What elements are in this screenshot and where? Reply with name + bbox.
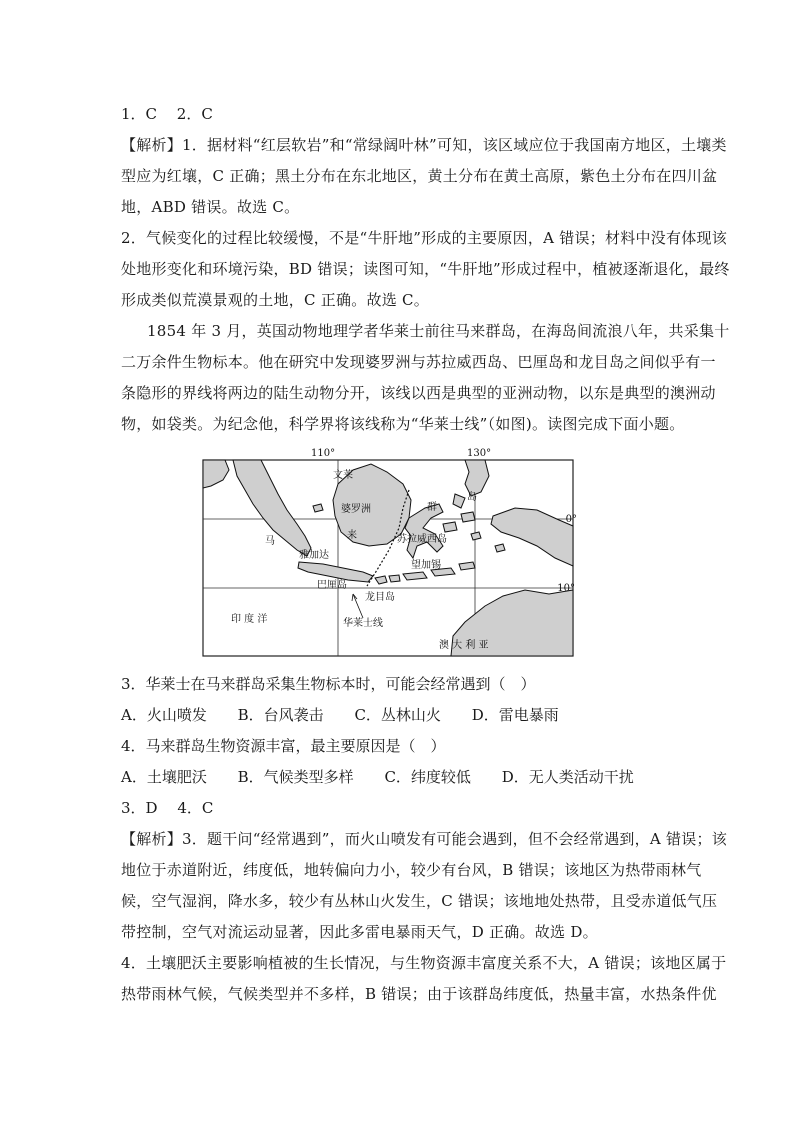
q3-option-c[interactable]: C．丛林山火 xyxy=(354,706,441,724)
answers-q3-q4: 3．D 4．C xyxy=(121,799,214,817)
question-3-stem: 3．华莱士在马来群岛采集生物标本时，可能会经常遇到（ ） xyxy=(121,675,536,693)
sumbawa-shape xyxy=(403,572,427,580)
lat-0-label: 0° xyxy=(565,514,577,525)
analysis-q2-line: 2．气候变化的过程比较缓慢，不是“牛肝地”形成的主要原因，A 错误；材料中没有体现该 xyxy=(121,229,727,247)
question-3-options xyxy=(121,705,585,725)
label-australia: 澳 大 利 亚 xyxy=(439,640,489,651)
analysis-q2-line: 形成类似荒漠景观的土地，C 正确。故选 C。 xyxy=(121,291,429,309)
question-4-options xyxy=(121,767,660,787)
analysis-q4-line: 4．土壤肥沃主要影响植被的生长情况，与生物资源丰富度关系不大，A 错误；该地区属于 xyxy=(121,954,727,972)
label-dao: 岛 xyxy=(467,492,477,503)
q4-option-d[interactable]: D．无人类活动干扰 xyxy=(501,768,634,786)
analysis-q3-line: 【解析】3．题干问“经常遇到”，而火山喷发有可能会遇到，但不会经常遇到，A 错误；该 xyxy=(121,830,727,848)
q3-option-d[interactable]: D．雷电暴雨 xyxy=(471,706,559,724)
passage-line: 二万余件生物标本。他在研究中发现婆罗洲与苏拉威西岛、巴厘岛和龙目岛之间似乎有一 xyxy=(121,353,716,371)
analysis-q3-line: 候，空气湿润，降水多，较少有丛林山火发生，C 错误；该地地处热带，且受赤道低气压 xyxy=(121,892,718,910)
label-ma: 马 xyxy=(265,536,275,547)
question-4-stem: 4．马来群岛生物资源丰富，最主要原因是（ ） xyxy=(121,737,446,755)
label-brunei: 文莱 xyxy=(333,470,353,481)
island-e xyxy=(471,532,481,540)
label-lombok: 龙目岛 xyxy=(365,592,395,603)
label-wallace-line: 华莱士线 xyxy=(343,618,383,629)
analysis-q2-line: 处地形变化和环境污染，BD 错误；读图可知，“牛肝地”形成过程中，植被逐渐退化，最终 xyxy=(121,260,730,278)
q3-option-a[interactable]: A．火山喷发 xyxy=(121,706,207,724)
passage-line: 物，如袋类。为纪念他，科学界将该线称为“华莱士线”（如图)。读图完成下面小题。 xyxy=(121,415,685,433)
label-lai: 来 xyxy=(347,530,357,541)
lon-110-label: 110° xyxy=(311,448,336,459)
q3-option-b[interactable]: B．台风袭击 xyxy=(237,706,324,724)
analysis-q1-line: 型应为红壤，C 正确；黑土分布在东北地区，黄土分布在黄土高原，紫色土分布在四川盆 xyxy=(121,167,718,185)
island-b xyxy=(443,522,457,532)
q4-option-b[interactable]: B．气候类型多样 xyxy=(237,768,354,786)
analysis-q4-line: 热带雨林气候，气候类型并不多样，B 错误；由于该群岛纬度低，热量丰富，水热条件优 xyxy=(121,985,717,1003)
label-qun: 群 xyxy=(427,502,437,513)
label-makassar: 望加锡 xyxy=(411,560,441,571)
passage-line: 条隐形的界线将两边的陆生动物分开，该线以西是典型的亚洲动物，以东是典型的澳洲动 xyxy=(121,384,716,402)
lon-130-label: 130° xyxy=(467,448,492,459)
island-d xyxy=(313,504,323,512)
analysis-q3-line: 地位于赤道附近，纬度低，地转偏向力小，较少有台风，B 错误；该地区为热带雨林气 xyxy=(121,861,702,879)
analysis-q1-line: 【解析】1．据材料“红层软岩”和“常绿阔叶林”可知，该区域应位于我国南方地区，土壤类 xyxy=(121,136,727,154)
analysis-q3-line: 带控制，空气对流运动显著，因此多雷电暴雨天气，D 正确。故选 D。 xyxy=(121,923,598,941)
q4-option-a[interactable]: A．土壤肥沃 xyxy=(121,768,207,786)
label-bali: 巴厘岛 xyxy=(317,580,347,591)
label-jakarta: 雅加达 xyxy=(299,550,329,561)
island-f xyxy=(495,544,505,552)
lombok-shape xyxy=(389,575,400,582)
timor-shape xyxy=(459,562,475,570)
wallace-line-map xyxy=(203,446,577,658)
q4-option-c[interactable]: C．纬度较低 xyxy=(384,768,471,786)
analysis-q1-line: 地，ABD 错误。故选 C。 xyxy=(121,198,300,216)
lat-10-label: 10° xyxy=(557,583,575,594)
answers-q1-q2: 1．C 2．C xyxy=(121,105,213,123)
label-indian-ocean: 印 度 洋 xyxy=(231,614,268,625)
island-c xyxy=(461,512,475,522)
label-borneo: 婆罗洲 xyxy=(341,504,371,515)
label-sulawesi: 苏拉威西岛 xyxy=(397,534,447,545)
passage-line: 1854 年 3 月，英国动物地理学者华莱士前往马来群岛，在海岛间流浪八年，共采集十 xyxy=(147,322,730,340)
